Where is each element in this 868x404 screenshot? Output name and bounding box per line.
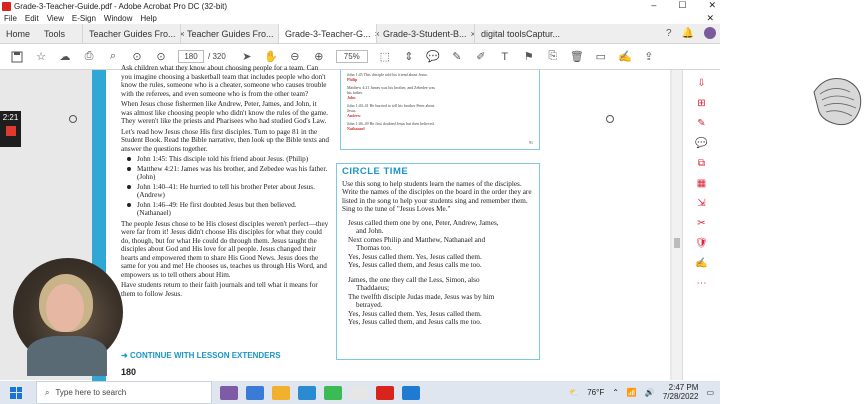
start-button[interactable] [10,387,22,399]
tab-close-icon[interactable]: × [179,28,185,39]
highlight-pen-icon[interactable]: ✎ [452,51,462,63]
page-fit-icon[interactable]: ⬚ [379,51,390,63]
create-pdf-icon[interactable]: ⊞ [697,97,706,109]
protect-icon[interactable]: 🛡 [695,237,708,249]
folder-icon[interactable] [272,386,290,400]
app-icon[interactable] [350,386,368,400]
zoom-in-icon[interactable]: ⊕ [314,51,324,63]
chevron-up-icon[interactable]: ⌃ [612,387,619,397]
notifications-icon[interactable]: 🔔 [681,27,694,39]
recording-time: 2:21 [2,113,19,122]
list-item: John 1:46–49: He first doubted Jesus but then believed. (Nathanael) [127,201,329,218]
song-line: Yes, Jesus called them. Yes, Jesus called them. [348,309,482,318]
scroll-mode-icon[interactable]: ⇕ [404,51,414,63]
close-document-button[interactable]: ✕ [706,12,714,23]
redact-icon[interactable]: ▭ [595,51,606,63]
tab-label: Grade-3-Teacher-G... [285,28,371,39]
tab-close-icon[interactable]: × [470,28,476,39]
circle-time-intro: Use this song to help students learn the names of the disciples. Write the names of the disciples on the board in the order they are listed in the song to help your students sing and remember them. Sing to the tune of "Jesus Loves Me." [342,179,532,213]
upload-cloud-icon[interactable]: ☁ [59,51,71,63]
answer-key-thumbnail [340,70,540,150]
tab-label: Teacher Guides Fro... [89,28,176,39]
answer-item: John 1:45 This disciple told his friend about Jesus. Philip [347,72,428,82]
song-line: Yes, Jesus called them. Yes, Jesus called them. [348,252,482,261]
left-column-text [121,64,329,300]
tab-label: Grade-3-Student-B... [383,28,467,39]
tab-document[interactable] [474,24,572,43]
title-bar [0,0,720,12]
song-line: Yes, Jesus called them, and Jesus calls me too. [348,261,482,269]
answer-page-number: 91 [529,140,533,145]
search-placeholder: Type here to search [55,388,127,397]
paragraph: When Jesus chose fishermen like Andrew, Peter, James, and John, it was almost like choosing people who didn't know the rules of the game. They weren't like the priests and Pharisees who had studied God's Law. [121,100,329,125]
tab-tools[interactable]: Tools [44,28,66,39]
edge-icon[interactable] [298,386,316,400]
text-tool-icon[interactable]: T [501,50,509,63]
windows-taskbar [0,381,720,404]
paragraph: Let's read how Jesus chose His first disciples. Turn to page 81 in the Student Book. Read the Bible narrative, then look up the Bible texts and answer the questions together. [121,127,329,153]
crosshair-marker [69,115,77,123]
share-icon[interactable]: ⇪ [644,51,654,63]
bullet-icon [127,203,131,207]
song-line: Jesus called them one by one, Peter, Andrew, James, [348,218,499,227]
bullet-icon [127,167,131,171]
zoom-search-icon[interactable]: ⌕ [109,50,117,62]
close-window-button[interactable]: ✕ [708,0,716,10]
song-line: The twelfth disciple Judas made, Jesus was by him [348,292,495,301]
print-icon[interactable]: ⎙ [84,50,94,62]
song-line: James, the one they call the Less, Simon, also [348,275,480,284]
chrome-icon[interactable] [324,386,342,400]
menu-window[interactable]: Window [103,13,133,23]
bullet-icon [127,157,131,161]
scripture-list [121,155,329,218]
paragraph: Ask children what they know about choosing people for a team. Can you imagine choosing a basketball team that includes people who don't know the rules, someone who is a cheater, someone who causes trouble with the referees, and even someone who is from the other team? [121,64,327,98]
wifi-icon[interactable]: 📶 [626,387,637,397]
select-cursor-icon[interactable]: ➤ [242,51,252,63]
crosshair-marker [606,115,614,123]
tab-label: Teacher Guides Fro... [187,28,274,39]
zoom-icon[interactable] [402,386,420,400]
attach-icon[interactable]: ⎘ [548,50,558,62]
tab-close-icon[interactable]: × [374,28,380,39]
song-lyrics [342,219,534,327]
song-line: Thaddaeus; [356,284,390,292]
list-item: John 1:45: This disciple told his friend about Jesus. (Philip) [127,155,329,164]
presenter-face [46,284,84,332]
menu-view[interactable]: View [46,13,64,23]
clock-time: 2:47 PM [668,383,699,392]
file-explorer-icon[interactable] [246,386,264,400]
weather-icon[interactable]: ⛅ [569,387,580,397]
menu-bar [0,12,720,24]
vertical-scrollbar[interactable] [672,70,682,380]
song-line: Thomas too. [356,244,392,252]
tab-document[interactable] [376,24,474,43]
zoom-level-select[interactable]: 75% [336,50,368,63]
clock[interactable] [663,383,699,401]
bookmark-star-icon[interactable]: ☆ [36,51,46,63]
help-icon[interactable]: ? [665,27,672,39]
tab-document-active[interactable] [278,24,380,43]
tab-document[interactable] [180,24,278,43]
answer-item: John 1:40–41 He hurried to tell his brother Peter about Jesus. Andrew [347,103,435,118]
search-icon: ⌕ [45,387,50,397]
song-line: and John. [356,227,384,235]
paragraph: The people Jesus chose to be His closest disciples weren't perfect—they were far from it! Jesus didn't choose His disciples for what they could do, though, but for what He could do through them. Jesus taught the disciples about God and His love for all people. Jesus changed their hearts and empowered them to share His Good News. Jesus does the same for you and me! He chooses us, teaches us through His Word, and empowers us to tell others about Him. [121,219,329,279]
hand-tool-icon[interactable]: ✋ [263,51,278,63]
system-tray [569,383,714,401]
account-avatar[interactable] [704,27,716,39]
comment-icon[interactable]: 💬 [425,51,440,63]
page-number: 180 [121,367,137,377]
list-item: John 1:40–41: He hurried to tell his brother Peter about Jesus. (Andrew) [127,183,329,200]
webcam-overlay [13,258,123,366]
comment-tool-icon[interactable]: 💬 [695,137,708,149]
stop-recording-button[interactable] [6,126,16,136]
stamp-icon[interactable]: ⚑ [523,51,534,63]
page-number-input[interactable]: 180 [178,50,204,63]
scrollbar-thumb[interactable] [674,238,680,248]
bullet-icon [127,185,131,189]
organize-pages-icon[interactable]: ▦ [696,177,707,189]
circle-time-title: CIRCLE TIME [342,166,409,177]
continue-heading: ➜ CONTINUE WITH LESSON EXTENDERS [121,351,281,360]
save-icon[interactable] [10,50,24,64]
paragraph: Have students return to their faith journals and tell what it means for them to follow Jesus. [121,281,318,298]
edit-pdf-icon[interactable]: ✎ [697,117,706,129]
song-line: Yes, Jesus called them, and Jesus calls me too. [348,318,482,326]
circle-time-box [336,163,540,360]
temperature[interactable]: 76°F [587,387,605,397]
task-view-icon[interactable] [220,386,238,400]
minimize-button[interactable]: – [651,0,657,10]
volume-icon[interactable]: 🔊 [644,387,655,397]
tab-home[interactable]: Home [6,28,31,39]
tab-label: digital toolsCaptur... [481,28,561,39]
toolbar [0,44,720,70]
maximize-button[interactable]: ☐ [678,0,687,10]
acrobat-taskbar-icon[interactable] [376,386,394,400]
fill-sign-icon[interactable]: ✍ [695,257,708,269]
sign-icon[interactable]: ✍ [617,51,632,63]
menu-help[interactable]: Help [140,13,157,23]
acrobat-app-icon [2,2,11,11]
taskbar-search[interactable] [36,381,212,404]
export-pdf-icon[interactable]: ⇩ [697,77,706,89]
draw-icon[interactable]: ✐ [476,51,486,63]
tab-document[interactable] [82,24,185,43]
menu-edit[interactable]: Edit [24,13,39,23]
zoom-out-icon[interactable]: ⊖ [290,51,300,63]
tab-bar [0,24,720,44]
answer-item: John 1:46–49 He first doubted Jesus but then believed. Nathanael [347,121,435,131]
page-up-icon[interactable]: ⊙ [132,51,142,63]
menu-file[interactable]: File [4,13,17,23]
song-line: Next comes Philip and Matthew, Nathanael and [348,235,486,244]
page-total: / 320 [208,52,226,61]
right-tools-panel [682,70,720,380]
presenter-shirt [27,336,107,376]
compress-icon[interactable]: ⇲ [697,197,706,209]
more-tools-icon[interactable]: ⋯ [696,277,707,289]
page-down-icon[interactable]: ⊙ [156,51,166,63]
answer-item: Matthew 4:21 James was his brother, and Zebedee was his father. John [347,85,435,100]
menu-esign[interactable]: E-Sign [71,13,96,23]
clock-date: 7/28/2022 [662,392,699,401]
shell-illustration [806,72,868,132]
notification-center-icon[interactable]: ▭ [706,387,714,397]
redact-tool-icon[interactable]: ✂ [697,217,706,229]
window-title: Grade-3-Teacher-Guide.pdf - Adobe Acrobat Pro DC (32-bit) [14,1,227,11]
recording-widget [0,111,21,147]
delete-icon[interactable]: 🗑 [569,51,584,63]
list-item: Matthew 4:21: James was his brother, and Zebedee was his father. (John) [127,165,329,182]
combine-files-icon[interactable]: ⧉ [697,157,706,169]
song-line: betrayed. [356,301,383,309]
